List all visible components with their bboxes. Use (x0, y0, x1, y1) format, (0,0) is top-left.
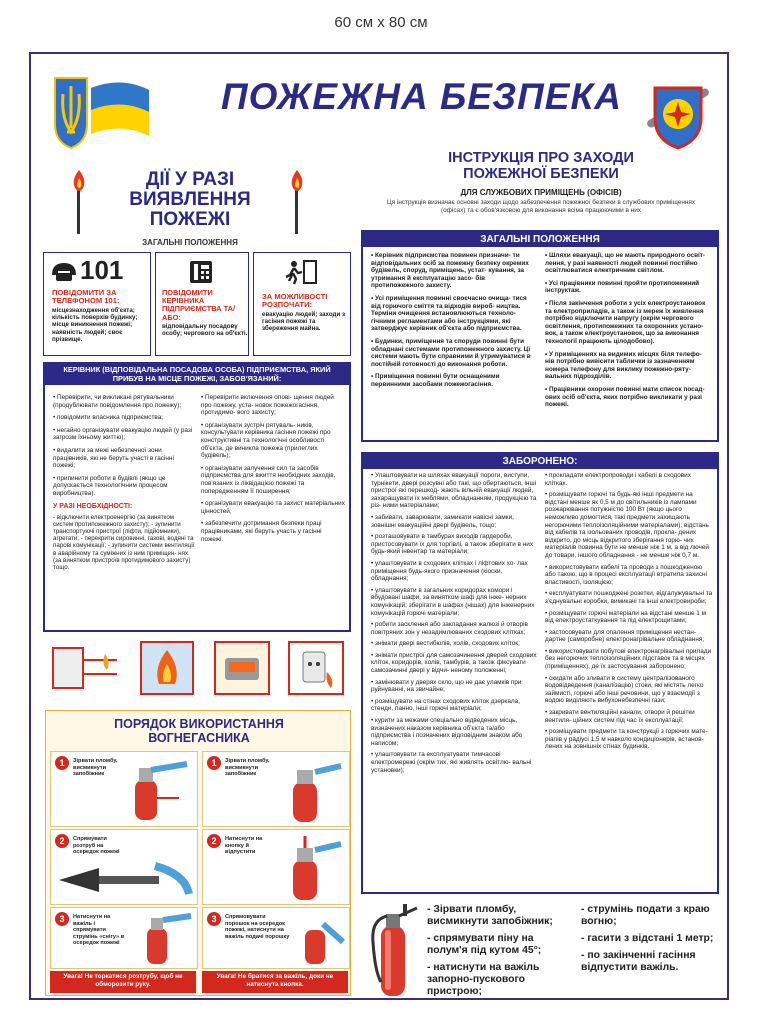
necessity-heading: У РАЗІ НЕОБХІДНОСТІ: (53, 502, 133, 510)
list-item: - струмінь подати з краю вогню; (581, 904, 710, 927)
fire-actions-heading: ДІЇ У РАЗІ ВИЯВЛЕННЯ ПОЖЕЖІ (129, 169, 251, 230)
co2-lever-press-icon (131, 912, 193, 964)
forbidden-right-column (545, 472, 713, 755)
electric-panel-fire-icon (47, 640, 123, 696)
extinguisher-usage-panel (45, 710, 351, 996)
fire-extinguisher-icon (367, 902, 423, 998)
list-item: • замінювати у дверях скло, що не дає уламків при руйнуванні, на звичайне; (371, 678, 522, 694)
list-item: • розміщувати горючі матеріали на відстані менше 1 м від електроустаткування та під електрощитами; (545, 609, 707, 625)
list-item: • улаштовувати в загальних коридорах комори і вбудовані шафи, за винятком шаф для інже- нерних комунікацій; зберігати в шафах (нішах) для інженерних комунікацій горючі матеріали; (371, 586, 535, 617)
instruction-description: Ця інструкція визначає основні заходи щодо забезпечення пожежної безпеки в службових приміщеннях (офісах) та є обов'язковою для виконання всіма працюючими в них (386, 199, 696, 214)
start-evacuation-details: евакуацію людей; заходи з гасіння пожежі та збереження майна. (262, 311, 346, 333)
list-item: • Будинки, приміщення та споруди повинні бути обладнані системами протипожежного захисту. Ці системи мають бути справними й утримуватися в постійній готовності до виконання роботи. (371, 337, 531, 368)
list-item: • організувати залучення сил та засобів підприємства для вжиття необхідних заходів, пов'язаних із ліквідацією пожежі та попередженням її поширення; (201, 464, 336, 495)
start-evacuation-heading: ЗА МОЖЛИВОСТІ РОЗПОЧАТИ: (262, 292, 328, 310)
powder-button-press-icon (275, 836, 345, 900)
forbidden-panel (361, 452, 719, 894)
poster-size-label: 60 см x 80 см (334, 14, 428, 31)
call-101-heading: ПОВІДОМИТИ ЗА ТЕЛЕФОНОМ 101: (52, 288, 120, 306)
forbidden-title: ЗАБОРОНЕНО: (363, 454, 717, 469)
step-number: 2 (207, 834, 221, 848)
emergency-number: 101 (80, 255, 124, 285)
general-provisions-label: ЗАГАЛЬНІ ПОЛОЖЕННЯ (142, 238, 238, 247)
warning-banner: Увага! Не торкатися розтрубу, щоб не обморозити руку. (50, 971, 196, 993)
list-item: • Перевірити включення опові- щення людей про пожежу, уста- новок пожежогасіння, протидимо- вого захисту; (201, 394, 334, 417)
step-card (202, 907, 350, 969)
list-item: • використовувати побутові електронагрівальні прилади без негорючих теплоізоляційних підставок та в місцях (приміщеннях), де їх застосування заборонено; (545, 647, 712, 671)
step-card (50, 829, 198, 905)
list-item: • Приміщення повинні бути оснащеними первинними засобами пожежогасіння. (371, 373, 500, 388)
step-number: 3 (55, 912, 69, 926)
call-101-details: місцезнаходження об'єкта; кількість поверхів будинку; місце виникнення пожежі; наявність людей; своє прізвище. (52, 307, 138, 343)
step-instruction: Натиснути на кнопку й відпустити (225, 836, 263, 855)
call-101-box (43, 252, 151, 356)
list-item: • Усі приміщення повинні своєчасно очища- тися від горючого сміття та відходів вироб- ництва. Терміни очищення встановлюються техноло- гічними регламентами або інструкціями, які затверджує керівник об'єкта або підприємства. (371, 294, 527, 333)
list-item: • Шляхи евакуації, що не мають природного освіт- лення, у разі наявності людей повинні постійно освітлюватися електричним світлом. (545, 252, 706, 275)
socket-fire-icon (287, 640, 345, 696)
step-instruction: Зірвати пломбу, висмикнути запобіжник (73, 758, 118, 777)
burning-match-icon (67, 168, 91, 234)
general-right-column (545, 252, 711, 414)
phone-icon (50, 259, 78, 283)
manager-duties-right-column (201, 394, 345, 548)
general-provisions-title: ЗАГАЛЬНІ ПОЛОЖЕННЯ (363, 232, 717, 247)
list-item: • експлуатувати пошкоджені розетки, відгалужувальні та з'єднувальні коробки, вимикачі та інші електровироби; (545, 590, 713, 605)
list-item: • припинити роботи в будівлі (якщо це допускається технологічним процесом виробництва). (53, 474, 168, 497)
list-item: - натиснути на важіль запорно-пускового пристрою; (427, 962, 540, 997)
list-item: • улаштовувати в сходових клітках і ліфтових хо- лах приміщення будь-якого призначення (кіоски, обладнання; (371, 559, 528, 583)
list-item: • Керівник підприємства повинен призначи- ти відповідальних осіб за пожежну безпеку окремих будівель, споруд, приміщень, устат- кування, за утримання й експлуатацію засо- бів протипожежного захисту. (371, 252, 529, 290)
step-instruction: Натиснути на важіль і спрямувати струмінь «снігу» в осередок пожежі (73, 914, 125, 946)
list-item: • закривати вентиляційні канали, отвори й решітки вентиля- ційних систем під час їх експлуатації; (545, 709, 695, 724)
list-item: • робити засклення або закладання жалюзі й отворів повітряних зон у незадимлюваних сходових клітках; (371, 621, 528, 636)
page-title: ПОЖЕЖНА БЕЗПЕКА (221, 76, 622, 117)
list-item: - по закінченні гасіння відпустити важіль. (581, 950, 696, 973)
bottom-steps-right (581, 904, 721, 979)
step-instruction: Спрямовувати порошок на осередок пожежі, натиснути на важіль подачі порошку (225, 914, 290, 940)
step-card (202, 829, 350, 905)
list-item: - гасити з відстані 1 метр; (581, 933, 714, 944)
step-card (50, 907, 198, 969)
list-item: • курити за межами спеціально відведених місць, визначених наказом керівника об'єкта та/або підприємства і позначених відповідним знаком або написом; (371, 717, 523, 747)
extinguisher-title-line-1: ПОРЯДОК ВИКОРИСТАННЯ (114, 717, 284, 731)
list-item: • знімати пристрої для самозачинення дверей сходових кліток, коридорів, холів, тамбурів, а також фіксувати самозачинні двері у відчи- неному положенні; (371, 651, 537, 675)
list-item: • використовувати кабелі та проводи з пошкодженою або такою, що в процесі експлуатації втратила захисні властивості, ізоляцією; (545, 563, 707, 586)
list-item: • розміщувати на стінах сходових кліток дзеркала, стенди, панно, інші горючі матеріали; (371, 697, 520, 713)
list-item: • Перевірити, чи викликані рятувальники (продублювати повідомлення про пожежу); (53, 394, 182, 409)
list-item: - Зірвати пломбу, висмикнути запобіжник; (427, 904, 553, 927)
instruction-heading (361, 150, 721, 214)
list-item: • У приміщеннях на видимих місцях біля телефо- нів потрібно вивісити таблички із зазначенням номера телефону для виклику пожежно-ряту- вальних підрозділів. (545, 350, 702, 381)
burning-match-icon (285, 168, 309, 234)
list-item: • знімати двері вестибюлів, холів, сходових кліток; (371, 640, 520, 648)
poster (29, 52, 729, 1000)
list-item: - спрямувати піну на полум'я під кутом 45°; (427, 933, 542, 956)
office-phone-icon (188, 259, 214, 285)
instruction-subheading: ДЛЯ СЛУЖБОВИХ ПРИМІЩЕНЬ (ОФІСІВ) (460, 188, 622, 197)
list-item: • улаштовувати та експлуатувати тимчасові електромережі (окрім тих, які живлять освітлю- вальні установки); (371, 751, 532, 774)
step-number: 1 (55, 756, 69, 770)
fire-service-emblem-icon (639, 74, 717, 152)
heater-fire-icon (213, 640, 271, 696)
co2-horn-aim-icon (55, 860, 193, 900)
step-number: 1 (207, 756, 221, 770)
manager-duties-panel (43, 362, 351, 632)
powder-aim-icon (293, 912, 345, 964)
step-instruction: Спрямувати розтруб на осередок пожежі (73, 836, 120, 855)
notify-manager-box (155, 252, 249, 356)
instruction-heading-line-2: ПОЖЕЖНОЇ БЕЗПЕКИ (463, 166, 619, 182)
extinguisher-title-line-2: ВОГНЕГАСНИКА (148, 731, 250, 745)
co2-extinguisher-pin-icon (121, 758, 193, 822)
list-item: • Улаштовувати на шляхах евакуації пороги, виступи, турнікети, двері розсувні або такі, що обертаються, інші пристрої які перешкод- жають вільній евакуації людей, захаращувати їх меблями, обладнанням, продукцією та різ- ними матеріалами; (371, 472, 537, 510)
list-item: • видалити за межі небезпечної зони працівників, які не беруть участі в гасінні пожежі; (53, 446, 174, 470)
step-card (202, 751, 350, 827)
list-item: • розміщувати предмети та конструкції з горючих мате- ріалів у радіусі 1,5 м навколо кондиціонерів, встанов- лених на зовнішніх стінах будинків. (545, 728, 708, 751)
list-item: • забезпечити дотримання безпеки праці працівниками, які беруть участь у гасінні пожежі. (201, 520, 322, 543)
list-item: • організувати зустріч рятуваль- ників, консультувати керівника гасіння пожежі про конструктивні та технологічні особливості об'єкта, де виникла пожежа (прилеглих будівель); (201, 421, 331, 460)
fireplace-fire-icon (139, 640, 195, 696)
powder-extinguisher-pin-icon (275, 758, 345, 822)
extinguisher-usage-title (46, 717, 352, 745)
list-item: • Після закінчення роботи з усіх електроустановок та електроприладів, а також із мереж їх живлення потрібно відключити напругу (окрім чергового освітлення, протипожежних та охоронних устано- вок, а також електроустановок, що за виконання технології працюють цілодобово). (545, 299, 706, 345)
list-item: • скидати або зливати в систему централізованого водовідведення (каналізацію) стоки, які містять легко займисті, горючі або інші речовини, що у взаємодії з водою виділяють вибухонебезпечні гази; (545, 674, 704, 705)
list-item: • повідомити власника підприємства; (53, 414, 164, 422)
list-item: • розташовувати в тамбурах виходів гардероби, пристосовувати їх для торгівлі, а також зберігати в них будь-який інвентар та матеріали; (371, 533, 534, 556)
warning-banner: Увага! Не братися за важіль, доки не натиснута кнопка. (202, 971, 348, 993)
general-left-column (371, 252, 537, 394)
list-item: • організувати евакуацію та захист матеріальних цінностей; (201, 500, 345, 515)
manager-duties-left-column (53, 394, 195, 571)
list-item: • розміщувати горючі та будь-які інші предмети на відстані менше як 0,5 м до світильників із лампами розжарювання потужністю 100 Вт (якщо цього неможливо домогтися, такі предмети захищають негорючими теплоізоляційними матеріалами); відстань від кабелів та ізольованих проводів, прокла- дених відкрито, до місць відкритого зберігання горю- чих матеріалів повинна бути не менше ніж 1 м, а від лючей до товари, іншого обладнання - не менше ніж 0,7 м. (545, 491, 709, 559)
manager-duties-title: КЕРІВНИК (ВІДПОВІДАЛЬНА ПОСАДОВА ОСОБА) ПІДПРИЄМСТВА, ЯКИЙ ПРИБУВ НА МІСЦЕ ПОЖЕЖІ, ЗАБОВ'ЯЗАНИЙ: (45, 364, 349, 385)
step-number: 2 (55, 834, 69, 848)
necessity-list: - відключити електроенергію (за винятком систем протипожежного захисту); - зупинити транспортуючі пристрої (ліфти, підйомники), агрегати; - перекрити сировинні, газові, водяні та парові комунікації; - зупинити системи вентиляції в аварійному та суміжних із ним приміщен- нях (за винятком пристроїв протидимового захисту) тощо. (53, 513, 195, 571)
list-item: • застосовувати для опалення приміщення нестан- дартне (саморобне) електронагрівальне обладнання; (545, 628, 705, 644)
notify-manager-heading: ПОВІДОМИТИ КЕРІВНИКА ПІДПРИЄМСТВА ТА/АБО: (162, 288, 236, 322)
evacuation-exit-icon (284, 259, 318, 285)
list-item: • Працівники охорони повинні мати список посад- ових осіб об'єкта, яких потрібно викликати у разі пожежі. (545, 385, 705, 409)
list-item: • Усі працівники повинні пройти протипожежний інструктаж. (545, 279, 700, 295)
list-item: • прокладати електропроводи і кабелі в сходових клітках. (545, 472, 691, 487)
start-evacuation-box (253, 252, 351, 356)
list-item: • забивати, заварювати, замикати навісні замки, зовнішні евакуаційні двері будівель, тощо; (371, 513, 514, 529)
step-instruction: Зірвати пломбу, висмикнути запобіжник (225, 758, 270, 777)
bottom-steps-left (427, 904, 575, 1003)
ukraine-flag-emblem-icon (51, 68, 151, 150)
instruction-heading-line-1: ІНСТРУКЦІЯ ПРО ЗАХОДИ (448, 150, 634, 166)
list-item: • негайно організувати евакуацію людей (у разі загрозм їхньому життю); (53, 426, 193, 442)
step-card (50, 751, 198, 827)
step-number: 3 (207, 912, 221, 926)
notify-manager-details: відповідальну посадову особу; чергового на об'єкті. (162, 323, 248, 338)
forbidden-left-column (371, 472, 539, 778)
general-provisions-panel (361, 230, 719, 442)
